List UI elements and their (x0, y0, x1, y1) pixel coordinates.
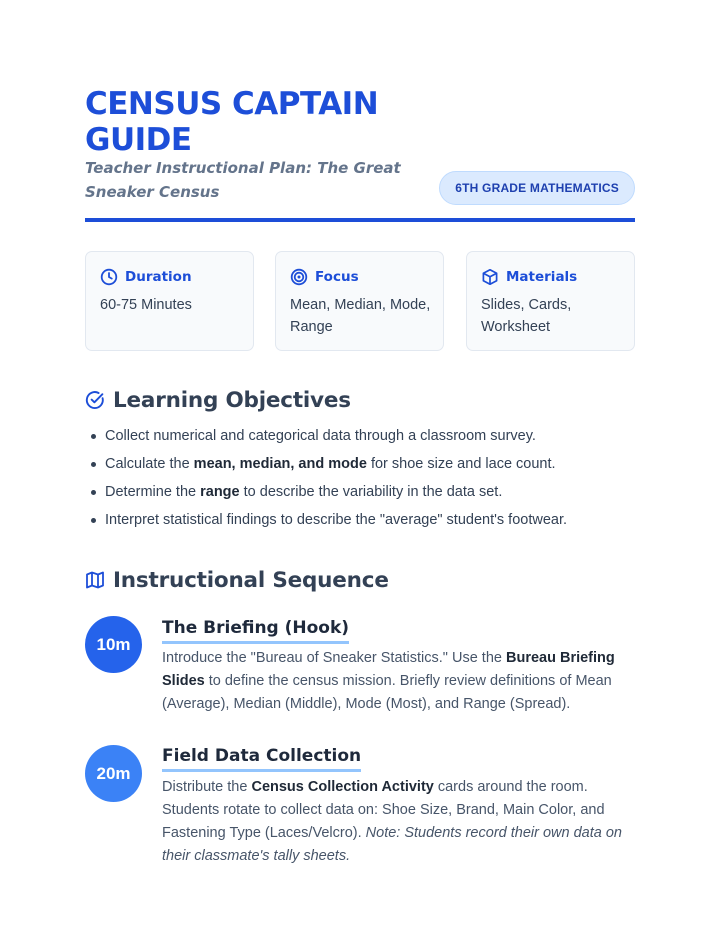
box-icon (481, 268, 499, 286)
info-cards (85, 251, 635, 351)
objectives-list (91, 424, 631, 536)
focus-value: Mean, Median, Mode, Range (290, 297, 431, 335)
materials-value: Slides, Cards, Worksheet (481, 297, 572, 335)
step-description: Distribute the Census Collection Activity cards around the room. Students rotate to collect data on: Shoe Size, Brand, Main Color, and Fastening Type (Laces/Velcro). Note: Students record their own data on their classmate's tally sheets. (162, 779, 622, 864)
list-item: Collect numerical and categorical data through a classroom survey. (91, 424, 631, 452)
step-description: Introduce the "Bureau of Sneaker Statistics." Use the Bureau Briefing Slides to define the census mission. Briefly review definitions of Mean (Average), Median (Middle), Mode (Most), and Range (Spread). (162, 650, 615, 712)
objectives-title: Learning Objectives (113, 387, 351, 413)
map-icon (85, 570, 105, 590)
time-badge: 20m (85, 745, 142, 802)
clock-icon (100, 268, 118, 286)
objectives-heading (85, 385, 351, 415)
duration-card (85, 251, 254, 351)
focus-label: Focus (315, 269, 359, 285)
check-circle-icon (85, 390, 105, 410)
step-title: Field Data Collection (162, 744, 361, 772)
grade-badge: 6TH GRADE MATHEMATICS (439, 171, 635, 205)
page-subtitle: Teacher Instructional Plan: The Great Sneaker Census (85, 159, 401, 201)
duration-label: Duration (125, 269, 192, 285)
step-title: The Briefing (Hook) (162, 616, 349, 644)
time-badge: 10m (85, 616, 142, 673)
lesson-plan-page (85, 0, 635, 932)
target-icon (290, 268, 308, 286)
list-item: Determine the range to describe the variability in the data set. (91, 480, 631, 508)
list-item: Calculate the mean, median, and mode for shoe size and lace count. (91, 452, 631, 480)
list-item: Interpret statistical findings to describe the "average" student's footwear. (91, 508, 631, 536)
timeline-step (85, 744, 635, 869)
duration-value: 60-75 Minutes (100, 297, 192, 313)
sequence-heading (85, 565, 389, 595)
page-header (85, 84, 635, 222)
materials-label: Materials (506, 269, 578, 285)
sequence-title: Instructional Sequence (113, 567, 389, 593)
focus-card (275, 251, 444, 351)
materials-card (466, 251, 635, 351)
timeline-step (85, 616, 635, 716)
page-title: CENSUS CAPTAIN GUIDE (85, 86, 379, 158)
